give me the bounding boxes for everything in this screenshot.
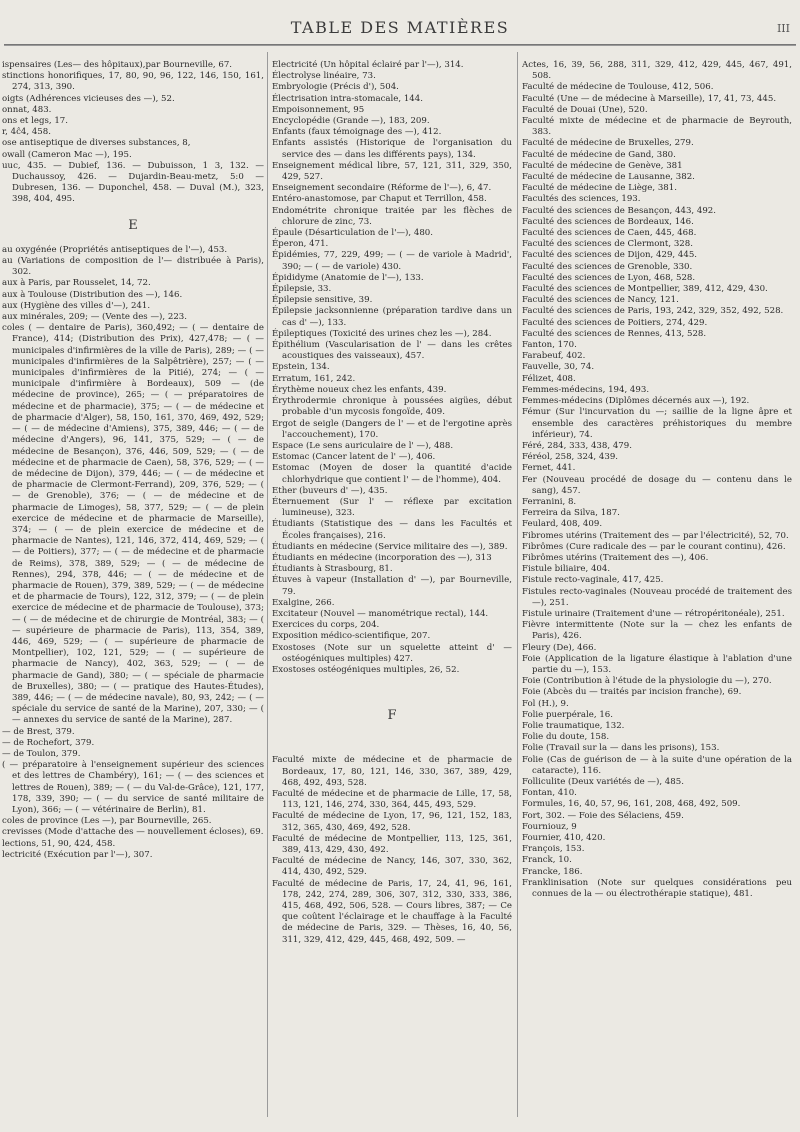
index-entry: Faculté (Une — de médecine à Marseille), 17, 41, 73, 445. [522, 93, 777, 104]
index-entry: Fleury (De), 466. [522, 642, 597, 653]
index-entry: Excitateur (Nouvel — manométrique rectal), 144. [272, 608, 489, 619]
index-entry: Étudiants en médecine (incorporation des —), 313 [272, 552, 492, 563]
index-entry: Fibrômes utérins (Traitement des —), 406. [522, 552, 709, 563]
index-entry: Feulard, 408, 409. [522, 519, 603, 530]
index-entry: ( — préparatoire à l'enseignement supérieur des sciences et des lettres de Chambéry), 161; — ( — des sciences et lettres de Rouen), 389; — ( — du Val-de-Grâce), 121, 177, 178, 339, 390; — ( — du service de santé militaire de Lyon), 366; — ( — vétérinaire de Berlin), 81. [2, 760, 264, 815]
index-entry: Folie puerpérale, 16. [522, 709, 613, 720]
index-entry: Faculté de médecine de Paris, 17, 24, 41, 96, 161, 178, 242, 274, 289, 306, 307, 312, 330, 333, 386, 415, 468, 492, 506, 528. — Cours libres, 387; — Ce que coûtent l'éclairage et le chauffage à la Faculté de médecine de Paris, 329. — Thèses, 16, 40, 56, 311, 329, 412, 429, 445, 468, 492, 509. — [272, 878, 512, 945]
index-entry: Fernet, 441. [522, 463, 576, 474]
index-entry: Fibrômes (Cure radicale des — par le courant continu), 426. [522, 541, 786, 552]
index-entry: Espace (Le sens auriculaire de l' —), 488. [272, 440, 454, 451]
index-entry: Faculté de médecine de Nancy, 146, 307, 330, 362, 414, 430, 492, 529. [272, 856, 512, 878]
index-entry: Exostoses (Note sur un squelette atteint d' — ostéogéniques multiples) 427. [272, 642, 512, 664]
index-entry: — de Rochefort, 379. [2, 737, 95, 748]
index-entry: Électricité (Un hôpital éclairé par l'—), 314. [272, 60, 464, 70]
index-entry: Faculté des sciences de Bordeaux, 146. [522, 216, 694, 227]
index-entry: Éperon, 471. [272, 239, 329, 250]
index-entry: Enseignement secondaire (Réforme de l'—), 6, 47. [272, 183, 492, 194]
index-entry: Féréol, 258, 324, 439. [522, 452, 619, 463]
index-entry: ose antiseptique de diverses substances, 8, [2, 138, 191, 149]
index-entry: Faculté des sciences de Lyon, 468, 528. [522, 272, 696, 283]
index-entry: Faculté de Douai (Une), 520. [522, 104, 648, 115]
index-entry: aux (Hygiène des villes d'—), 241. [2, 300, 151, 311]
index-entry: Fol (H.), 9. [522, 698, 569, 709]
index-entry: Franck, 10. [522, 855, 572, 866]
index-entry: coles de province (Les —), par Bourneville, 265. [2, 816, 212, 827]
index-entry: Fournier, 410, 420. [522, 833, 606, 844]
index-entry: Faculté des sciences de Clermont, 328. [522, 239, 693, 250]
index-entry: Entéro-anastomose, par Chaput et Terrillon, 458. [272, 194, 487, 205]
index-entry: Folie (Travail sur la — dans les prisons), 153. [522, 743, 720, 754]
index-entry: Épididyme (Anatomie de l'—), 133. [272, 272, 424, 283]
index-entry: Endométrite chronique traitée par les flèches de chlorure de zinc, 73. [272, 205, 512, 227]
column-divider [267, 52, 268, 1117]
index-entry: onnat, 483. [2, 104, 52, 115]
index-entry: Fistule urinaire (Traitement d'une — rétropéritonéale), 251. [522, 608, 785, 619]
index-entry: Épithélium (Vascularisation de l' — dans les crêtes acoustiques des vaisseaux), 457. [272, 340, 512, 362]
header-rule [4, 44, 796, 46]
index-column-1 [2, 60, 264, 1120]
index-entry: Exercices du corps, 204. [272, 620, 380, 631]
index-entry: Femmes-médecins (Diplômes décernés aux —), 192. [522, 396, 750, 407]
index-entry: oigts (Adhérences vicieuses des —), 52. [2, 93, 175, 104]
index-entry: Foie (Abcès du — traités par incision franche), 69. [522, 687, 742, 698]
page-number: III [776, 22, 790, 35]
index-entry: Fauvelle, 30, 74. [522, 362, 595, 373]
index-entry: Exostoses ostéogéniques multiples, 26, 52. [272, 664, 460, 675]
index-entry: Erratum, 161, 242. [272, 373, 356, 384]
index-entry: Faculté de médecine de Genève, 381 [522, 160, 683, 171]
index-entry: Étudiants (Statistique des — dans les Facultés et Écoles françaises), 216. [272, 519, 512, 541]
index-entry: Faculté des sciences de Dijon, 429, 445. [522, 250, 698, 261]
index-entry: aux à Toulouse (Distribution des —), 146. [2, 289, 183, 300]
index-entry: Femmes-médecins, 194, 493. [522, 384, 650, 395]
index-entry: Folie du doute, 158. [522, 732, 610, 743]
index-entry: Étuves à vapeur (Installation d' —), par Bourneville, 79. [272, 575, 512, 597]
index-entry: Faculté de médecine de Lyon, 17, 96, 121, 152, 183, 312, 365, 430, 469, 492, 528. [272, 811, 512, 833]
index-entry: Faculté de médecine de Montpellier, 113, 125, 361, 389, 413, 429, 430, 492. [272, 833, 512, 855]
index-entry: ons et legs, 17. [2, 116, 68, 127]
index-entry: Fistule biliaire, 404. [522, 564, 611, 575]
index-entry: Fourniouz, 9 [522, 821, 577, 832]
index-entry: Électrolyse linéaire, 73. [272, 71, 376, 82]
index-entry: Érythrodermie chronique à poussées aigües, début probable d'un mycosis fongoïde, 409. [272, 396, 512, 418]
index-entry: Épileptiques (Toxicité des urines chez les —), 284. [272, 328, 492, 339]
index-entry: Éternuement (Sur l' — réflexe par excitation lumineuse), 323. [272, 496, 512, 519]
index-entry: Faculté mixte de médecine et de pharmacie de Beyrouth, 383. [522, 116, 792, 138]
index-entry: Ergot de seigle (Dangers de l' — et de l'ergotine après l'accouchement), 170. [272, 418, 512, 440]
index-entry: au (Variations de composition de l'— distribuée à Paris), 302. [2, 256, 264, 278]
index-column-2 [272, 60, 512, 1120]
index-entry: Faculté de médecine de Lausanne, 382. [522, 172, 695, 183]
index-entry: Faculté des sciences de Montpellier, 389, 412, 429, 430. [522, 284, 768, 295]
index-entry: Fort, 302. — Foie des Sélaciens, 459. [522, 810, 684, 821]
page-title: TABLE DES MATIÈRES [290, 18, 510, 37]
index-entry: Enfants (faux témoignage des —), 412. [272, 127, 442, 138]
index-entry: Folie (Cas de guérison de — à la suite d'une opération de la cataracte), 116. [522, 754, 792, 776]
index-entry: stinctions honorifiques, 17, 80, 90, 96, 122, 146, 150, 161, 274, 313, 390. [2, 71, 264, 93]
index-entry: Fanton, 170. [522, 340, 577, 351]
index-entry: Francke, 186. [522, 866, 583, 877]
index-entry: Formules, 16, 40, 57, 96, 161, 208, 468, 492, 509. [522, 799, 741, 810]
section-letter: F [387, 708, 397, 724]
index-entry: lectricité (Exécution par l'—), 307. [2, 849, 153, 860]
index-entry: Épaule (Désarticulation de l'—), 480. [272, 228, 434, 239]
index-entry: Fibromes utérins (Traitement des — par l'électricité), 52, 70. [522, 530, 789, 541]
index-entry: Farabeuf, 402. [522, 351, 586, 362]
index-entry: Faculté des sciences de Nancy, 121. [522, 295, 679, 306]
index-entry: Épilepsie, 33. [272, 284, 332, 295]
index-entry: Facultés des sciences, 193. [522, 194, 641, 205]
index-entry: Épidémies, 77, 229, 499; — ( — de variole à Madrid', 390; — ( — de variole) 430. [272, 250, 512, 272]
index-entry: Féré, 284, 333, 438, 479. [522, 440, 632, 451]
index-entry: Faculté de médecine de Toulouse, 412, 506. [522, 82, 714, 93]
index-entry: aux à Paris, par Rousselet, 14, 72. [2, 278, 151, 289]
index-entry: owall (Cameron Mac —), 195. [2, 149, 132, 160]
index-entry: Faculté de médecine de Bruxelles, 279. [522, 138, 694, 149]
index-entry: Estomac (Moyen de doser la quantité d'acide chlorhydrique que contient l' — de l'homme), 404. [272, 463, 512, 485]
index-entry: Érythème noueux chez les enfants, 439. [272, 384, 447, 395]
index-entry: Épilepsie jacksonnienne (préparation tardive dans un cas d' —), 133. [272, 306, 512, 328]
index-entry: crevisses (Mode d'attache des — nouvellement écloses), 69. [2, 827, 264, 838]
page-header [0, 18, 800, 44]
index-entry: Actes, 16, 39, 56, 288, 311, 329, 412, 429, 445, 467, 491, 508. [522, 60, 792, 82]
index-entry: Foie (Contribution à l'étude de la physiologie du —), 270. [522, 676, 772, 687]
index-entry: Fistule recto-vaginale, 417, 425. [522, 575, 664, 586]
index-entry: Foie (Application de la ligature élastique à l'ablation d'une partie du —), 153. [522, 653, 792, 675]
column-divider [517, 52, 518, 1117]
index-entry: Encyclopédie (Grande —), 183, 209. [272, 116, 430, 127]
index-entry: Faculté des sciences de Paris, 193, 242, 329, 352, 492, 528. [522, 306, 784, 317]
index-entry: Électrisation intra-stomacale, 144. [272, 93, 423, 104]
index-entry: ispensaires (Les— des hôpitaux),par Bourneville, 67. [2, 60, 233, 70]
index-entry: Franklinisation (Note sur quelques considérations peu connues de la — ou électrothérapie statique), 481. [522, 877, 792, 900]
index-entry: Faculté des sciences de Rennes, 413, 528. [522, 328, 707, 339]
index-entry: Faculté de médecine de Gand, 380. [522, 149, 676, 160]
index-entry: Embryologie (Précis d'), 504. [272, 82, 399, 93]
index-entry: Étudiants à Strasbourg, 81. [272, 564, 393, 575]
index-entry: coles ( — dentaire de Paris), 360,492; — ( — dentaire de France), 414; (Distribution des Prix), 427,478; — ( — municipales d'infirmières de la ville de Paris), 289; — ( — municipales d'infirmières de la Salpêtrière), 257; — ( — municipales d'infirmières de la Pitié), 274; — ( — municipale d'infirmière à Bordeaux), 509 — (de médecine de province), 265; — ( — préparatoires de médecine et de pharmacie), 375; — ( — de médecine et de pharmacie d'Alger), 58, 150, 161, 370, 469, 492, 529; — ( — de médecine d'Amiens), 375, 389, 446; — ( — de médecine d'Angers), 96, 141, 375, 529; — ( — de médecine de Besançon), 376, 446, 509, 529; — ( — de médecine et de pharmacie de Caen), 58, 376, 529; — ( — de médecine de Dijon), 379, 446; — ( — de médecine et de pharmacie de Clermont-Ferrand), 209, 376, 529; — ( — de Grenoble), 376; — ( — de médecine et de pharmacie de Limoges), 58, 377, 529; — ( — de plein exercice de médecine et de pharmacie de Marseille), 374; — ( — de plein exercice de médecine et de pharmacie de Nantes), 121, 146, 372, 414, 469, 529; — ( — de Poitiers), 377; — ( — de médecine et de pharmacie de Reims), 378, 389, 529; — ( — de médecine de Rennes), 294, 378, 446; — ( — de médecine et de pharmacie de Rouen), 379, 389, 529; — ( — de médecine et de pharmacie de Tours), 122, 312, 379; — ( — de plein exercice de médecine et de pharmacie de Toulouse), 373; — ( — de médecine et de chirurgie de Montréal, 383; — ( — supérieure de pharmacie de Paris), 113, 354, 389, 446, 469, 529; — ( — supérieure de pharmacie de Montpellier), 102, 121, 529; — ( — supérieure de pharmacie de Nancy), 402, 363, 529; — ( — de pharmacie de Gand), 380; — ( — spéciale de pharmacie de Bruxelles), 380; — ( — pratique des Hautes-Études), 389, 446; — ( — de médecine navale), 80, 93, 242; — ( — spéciale du service de santé de la Marine), 207, 330; — ( — annexes du service de santé de la Marine), 287. [2, 323, 264, 726]
index-entry: Faculté des sciences de Poitiers, 274, 429. [522, 317, 708, 328]
index-entry: Fistules recto-vaginales (Nouveau procédé de traitement des —), 251. [522, 586, 792, 608]
index-entry: uuc, 435. — Dubief, 136. — Dubuisson, 1 3, 132. — Duchaussoy, 426. — Dujardin-Beau-metz, 5:0 — Dubresen, 136. — Duponchel, 458. — Duval (M.), 323, 398, 404, 495. [2, 160, 264, 205]
index-entry: Fer (Nouveau procédé de dosage du — contenu dans le sang), 457. [522, 474, 792, 496]
index-entry: — de Toulon, 379. [2, 748, 81, 759]
index-entry: Faculté des sciences de Grenoble, 330. [522, 261, 693, 272]
index-entry: Epstein, 134. [272, 362, 330, 373]
index-entry: Félizet, 408. [522, 373, 576, 384]
index-entry: Enfants assistés (Historique de l'organisation du service des — dans les différents pays), 134. [272, 138, 512, 160]
index-entry: Faculté des sciences de Besançon, 443, 492. [522, 205, 717, 216]
index-entry: Ether (buveurs d' —), 435. [272, 485, 388, 496]
index-entry: Exposition médico-scientifique, 207. [272, 631, 431, 642]
index-entry: Fontan, 410. [522, 788, 577, 799]
index-entry: Faculté de médecine de Liège, 381. [522, 183, 677, 194]
index-entry: Étudiants en médecine (Service militaire des —), 389. [272, 541, 508, 552]
index-entry: Exalgine, 266. [272, 597, 335, 608]
index-entry: Faculté mixte de médecine et de pharmacie de Bordeaux, 17, 80, 121, 146, 330, 367, 389, 429, 468, 492, 493, 528. [272, 755, 512, 788]
index-entry: François, 153. [522, 844, 585, 855]
index-entry: Fièvre intermittente (Note sur la — chez les enfants de Paris), 426. [522, 620, 792, 642]
index-entry: Épilepsie sensitive, 39. [272, 295, 373, 306]
index-entry: Ferreira da Silva, 187. [522, 508, 620, 519]
index-entry: Faculté de médecine et de pharmacie de Lille, 17, 58, 113, 121, 146, 274, 330, 364, 445, 493, 529. [272, 788, 512, 811]
index-entry: Estomac (Cancer latent de l' —), 406. [272, 452, 436, 463]
index-entry: Faculté des sciences de Caen, 445, 468. [522, 228, 697, 239]
index-entry: — de Brest, 379. [2, 726, 75, 737]
index-entry: Folliculite (Deux variétés de —), 485. [522, 777, 684, 787]
index-entry: Folie traumatique, 132. [522, 720, 625, 731]
index-entry: r, 4ĉ4, 458. [2, 127, 51, 138]
index-column-3 [522, 60, 792, 1120]
index-entry: Empoisonnement, 95 [272, 104, 365, 115]
index-entry: aux minérales, 209; — (Vente des —), 223. [2, 312, 187, 323]
index-entry: Fémur (Sur l'incurvation du —; saillie de la ligne âpre et ensemble des caractères préhistoriques du membre inférieur), 74. [522, 407, 792, 440]
index-entry: Ferranini, 8. [522, 496, 577, 507]
index-entry: lections, 51, 90, 424, 458. [2, 838, 116, 849]
index-entry: Enseignement médical libre, 57, 121, 311, 329, 350, 429, 527. [272, 160, 512, 183]
index-entry: au oxygénée (Propriétés antiseptiques de l'—), 453. [2, 244, 228, 255]
section-letter: E [128, 217, 138, 233]
